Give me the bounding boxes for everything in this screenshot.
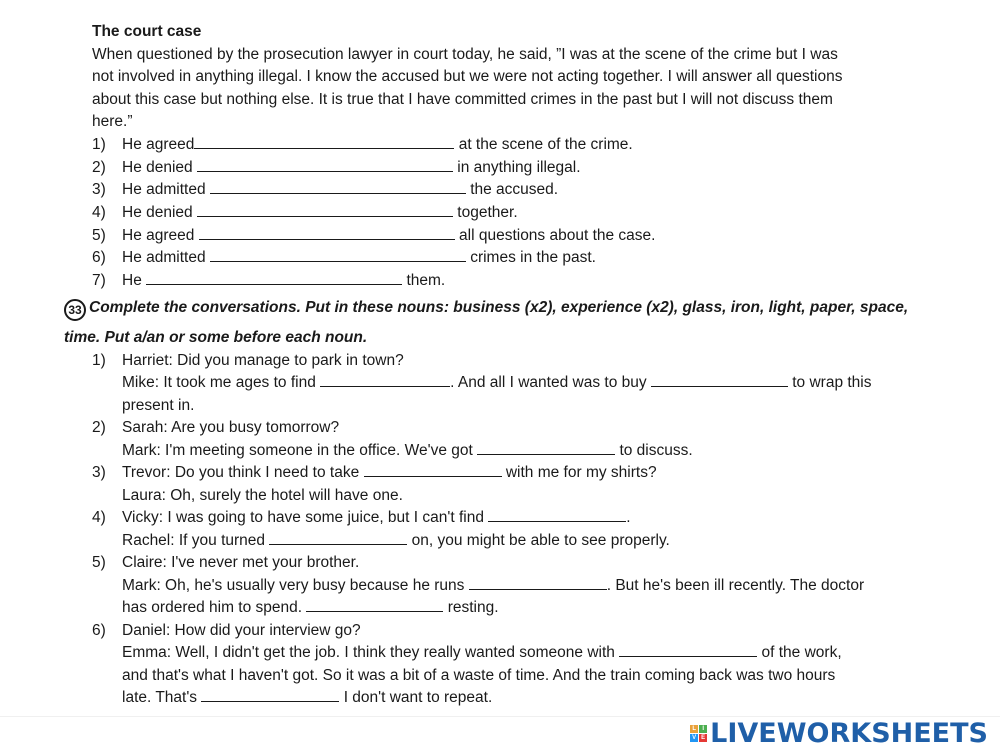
answer-blank[interactable] [651, 372, 788, 387]
exercise-item [92, 225, 655, 247]
answer-blank[interactable] [320, 372, 450, 387]
answer-blank[interactable] [197, 202, 453, 217]
answer-blank[interactable] [306, 597, 443, 612]
item-prefix: He admitted [122, 181, 206, 198]
answer-text: . But he's been ill recently. The doctor [606, 577, 865, 594]
section-title: The court case [92, 23, 202, 40]
answer-text: Laura: Oh, surely the hotel will have one. [122, 487, 403, 504]
item-number: 2) [92, 419, 106, 436]
item-prefix: He agreed [122, 136, 195, 153]
answer-text: and that's what I haven't got. So it was a bit of a waste of time. And the train coming back was two hours [122, 667, 836, 684]
answer-text: I don't want to repeat. [343, 689, 493, 706]
conversation-answer [122, 440, 693, 462]
answer-blank[interactable] [469, 575, 607, 590]
answer-text: Rachel: If you turned [122, 532, 266, 549]
item-number: 1) [92, 352, 106, 369]
logo-block: E [701, 735, 706, 741]
answer-text: Emma: Well, I didn't get the job. I think they really wanted someone with [122, 644, 615, 661]
answer-blank[interactable] [619, 642, 757, 657]
answer-blank[interactable] [199, 225, 455, 240]
paragraph-line: about this case but nothing else. It is true that I have committed crimes in the past but I will not discuss them [92, 91, 833, 108]
answer-blank[interactable] [210, 247, 466, 262]
question-text: . [626, 509, 631, 526]
answer-text: late. That's [122, 689, 198, 706]
conversation-answer [122, 372, 872, 394]
item-suffix: the accused. [470, 181, 559, 198]
answer-text: on, you might be able to see properly. [411, 532, 670, 549]
answer-text: has ordered him to spend. [122, 599, 303, 616]
answer-blank[interactable] [201, 687, 339, 702]
instruction-text: Complete the conversations. Put in these nouns: business (x2), experience (x2), glass, iron, light, paper, space, [89, 299, 909, 316]
conversation-answer [122, 530, 670, 552]
item-number: 1) [92, 136, 106, 153]
conversation-answer [122, 642, 842, 664]
item-number: 7) [92, 272, 106, 289]
paragraph-line: not involved in anything illegal. I know the accused but we were not acting together. I will answer all questions [92, 68, 843, 85]
logo-block: L [690, 725, 698, 733]
conversation-question [92, 462, 657, 484]
answer-blank[interactable] [477, 440, 615, 455]
item-suffix: together. [457, 204, 518, 221]
question-text: Claire: I've never met your brother. [122, 554, 360, 571]
item-prefix: He [122, 272, 142, 289]
item-prefix: He denied [122, 204, 193, 221]
question-text: Daniel: How did your interview go? [122, 622, 361, 639]
exercise-item [92, 247, 596, 269]
item-number: 3) [92, 181, 106, 198]
answer-text: to wrap this [792, 374, 872, 391]
answer-blank[interactable] [269, 530, 407, 545]
answer-blank[interactable] [364, 462, 502, 477]
item-prefix: He agreed [122, 227, 195, 244]
exercise-item [92, 179, 558, 201]
answer-text: . And all I wanted was to buy [450, 374, 647, 391]
exercise-item [92, 270, 445, 292]
item-prefix: He denied [122, 159, 193, 176]
conversation-question [92, 552, 359, 574]
exercise-item [92, 134, 633, 156]
exercise-item [92, 202, 518, 224]
conversation-question [92, 350, 404, 372]
exercise-item [92, 157, 581, 179]
conversation-question [92, 620, 361, 642]
answer-text: of the work, [761, 644, 842, 661]
item-number: 6) [92, 249, 106, 266]
question-text: Sarah: Are you busy tomorrow? [122, 419, 340, 436]
item-number: 2) [92, 159, 106, 176]
answer-blank[interactable] [194, 134, 454, 149]
conversation-answer [122, 687, 492, 709]
item-number: 5) [92, 227, 106, 244]
item-prefix: He admitted [122, 249, 206, 266]
item-suffix: all questions about the case. [459, 227, 656, 244]
answer-blank[interactable] [146, 270, 402, 285]
item-suffix: them. [406, 272, 446, 289]
conversation-question [92, 507, 631, 529]
question-text: with me for my shirts? [505, 464, 657, 481]
paragraph-line: When questioned by the prosecution lawyer in court today, he said, ”I was at the scene of the crime but I was [92, 46, 838, 63]
item-number: 3) [92, 464, 106, 481]
conversation-answer [122, 575, 864, 597]
item-number: 5) [92, 554, 106, 571]
question-text: Vicky: I was going to have some juice, but I can't find [122, 509, 484, 526]
item-suffix: at the scene of the crime. [458, 136, 633, 153]
item-number: 6) [92, 622, 106, 639]
question-text: Trevor: Do you think I need to take [122, 464, 360, 481]
item-number: 4) [92, 204, 106, 221]
answer-blank[interactable] [197, 157, 453, 172]
conversation-answer [122, 597, 499, 619]
answer-text: resting. [447, 599, 499, 616]
item-number: 4) [92, 509, 106, 526]
answer-blank[interactable] [488, 507, 626, 522]
logo-block: I [699, 725, 707, 733]
answer-text: Mark: I'm meeting someone in the office. We've got [122, 442, 473, 459]
item-suffix: in anything illegal. [457, 159, 581, 176]
answer-text: Mike: It took me ages to find [122, 374, 316, 391]
exercise-instruction [64, 297, 908, 321]
logo-text: LIVEWORKSHEETS [710, 718, 988, 749]
exercise-number-badge: 33 [64, 299, 86, 321]
answer-text: present in. [122, 397, 195, 414]
answer-text: to discuss. [619, 442, 693, 459]
item-suffix: crimes in the past. [470, 249, 596, 266]
conversation-question [92, 417, 339, 439]
logo-block: V [692, 735, 697, 741]
instruction-text: time. Put a/an or some before each noun. [64, 329, 368, 346]
question-text: Harriet: Did you manage to park in town? [122, 352, 404, 369]
answer-blank[interactable] [210, 179, 466, 194]
paragraph-line: here.” [92, 113, 133, 130]
logo-blocks-icon [690, 725, 707, 742]
answer-text: Mark: Oh, he's usually very busy because he runs [122, 577, 465, 594]
liveworksheets-logo[interactable] [690, 718, 988, 749]
